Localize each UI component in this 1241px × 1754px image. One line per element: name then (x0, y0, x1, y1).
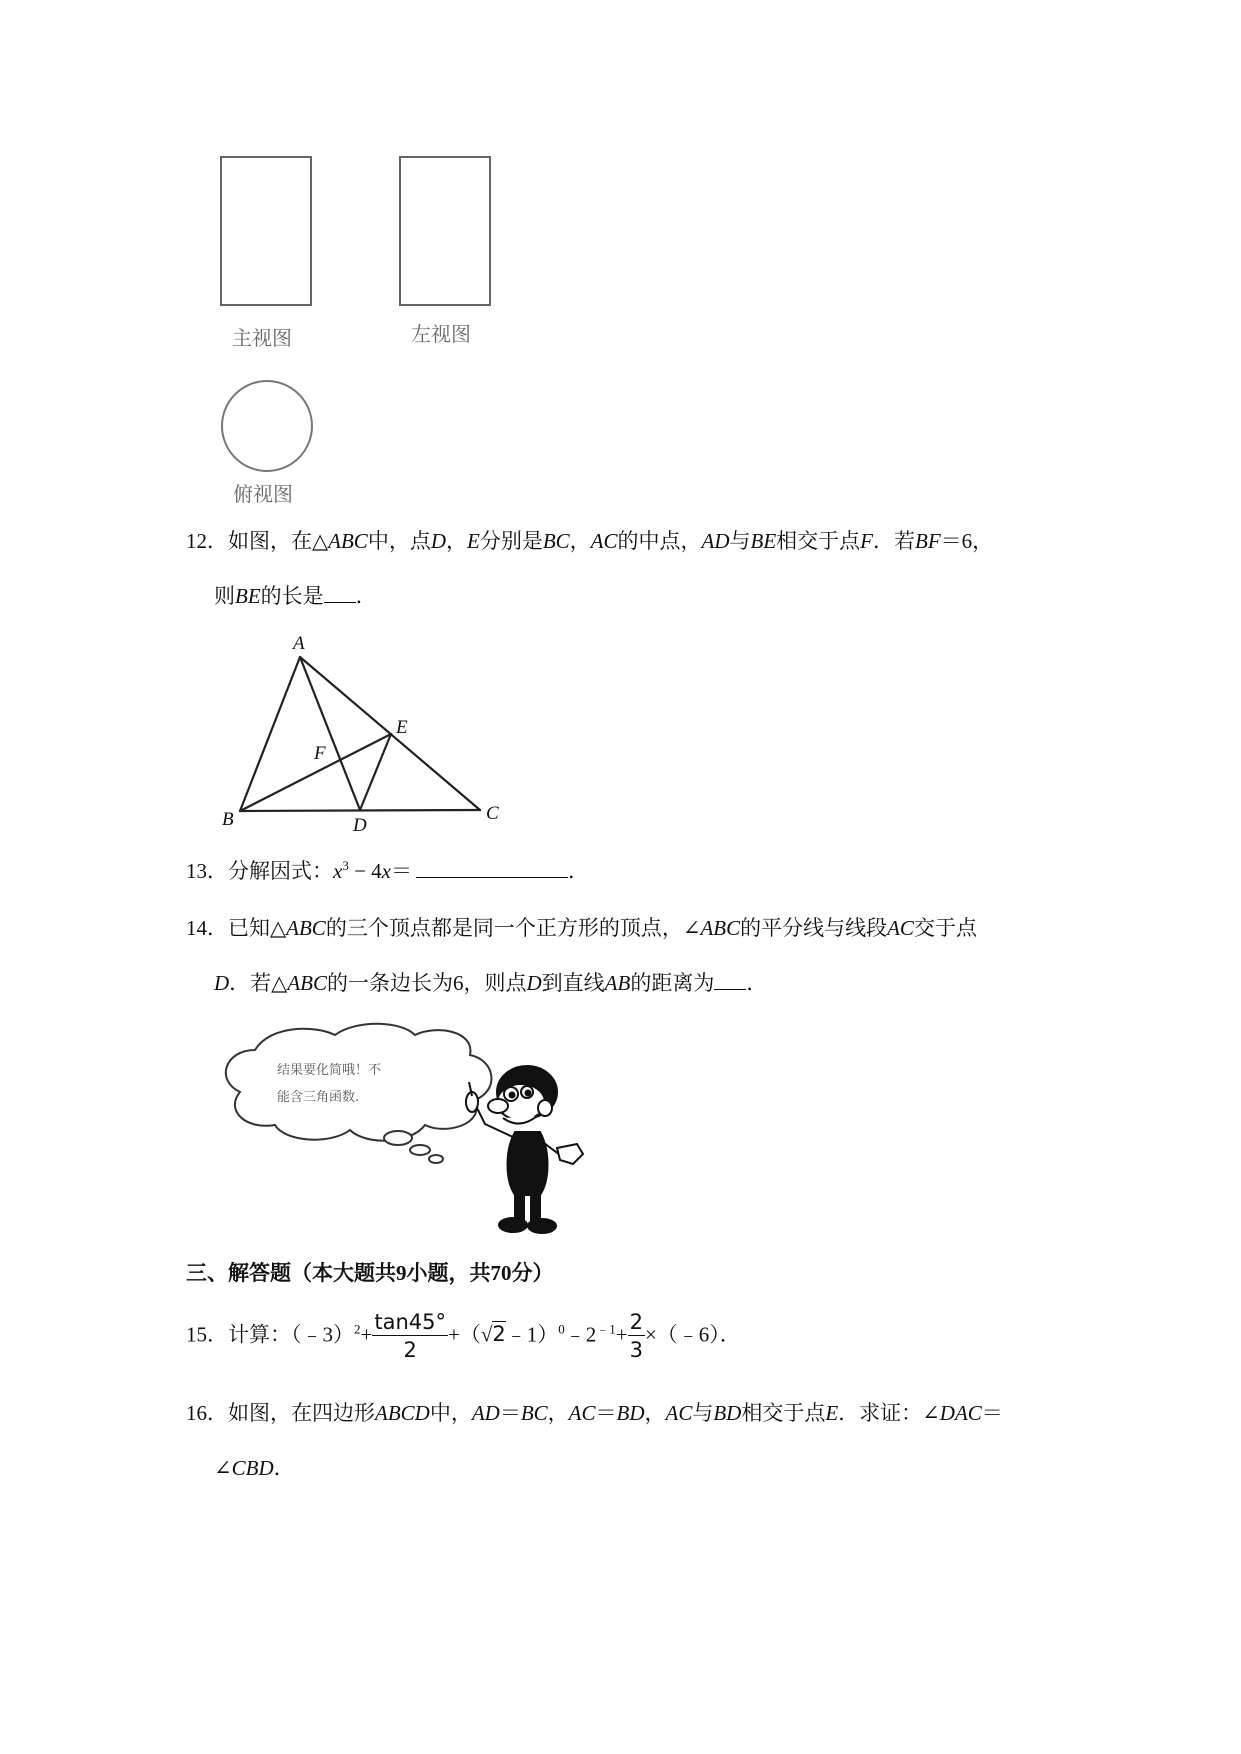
question-12-line2: 则BE的长是 ． (214, 584, 377, 608)
front-view-label: 主视图 (232, 326, 292, 350)
label-E: E (396, 717, 408, 738)
question-12-line1: 12．如图，在△ABC中，点D，E分别是BC，AC的中点，AD与BE相交于点F．若BF＝6， (186, 529, 994, 553)
side-view-label: 左视图 (411, 322, 471, 346)
answer-blank[interactable] (714, 971, 746, 990)
label-D: D (353, 815, 367, 835)
side-view-rectangle (399, 156, 491, 306)
label-C: C (486, 803, 499, 824)
bubble-text-line2: 能含三角函数. (277, 1090, 360, 1105)
label-B: B (222, 809, 234, 830)
answer-blank[interactable] (416, 859, 568, 878)
question-16-line1: 16．如图，在四边形ABCD中，AD＝BC，AC＝BD，AC与BD相交于点E．求证：∠DAC＝ (186, 1401, 1003, 1425)
question-number: 16． (186, 1401, 228, 1425)
question-number: 14． (186, 916, 228, 940)
question-13: 13．分解因式：$x^3 - 4x=$ ． (186, 858, 589, 883)
question-number: 12． (186, 529, 228, 553)
question-15: 15．计算：（﹣3）$^2$+ $\frac{\tan 45^\circ}{2}$ $+(√2﹣1)^0﹣2^{﹣1}+$ $\frac{2}{3}$ ×（﹣6）． (186, 1310, 741, 1362)
cartoon-thought-bubble-figure (215, 1020, 595, 1250)
triangle-abc-figure (210, 625, 530, 835)
question-14-line2: D．若△ABC的一条边长为6，则点D到直线AB的距离为 ． (214, 971, 768, 995)
question-number: 15． (186, 1322, 228, 1347)
label-A: A (293, 633, 305, 654)
question-14-line1: 14．已知△ABC的三个顶点都是同一个正方形的顶点，∠ABC的平分线与线段AC交于点 (186, 916, 977, 940)
question-number: 13． (186, 859, 228, 883)
front-view-rectangle (220, 156, 312, 306)
fraction-2-over-3: $\frac{2}{3}$ (629, 1310, 643, 1362)
fraction-tan45-over-2: $\frac{\tan 45^\circ}{2}$ (374, 1310, 446, 1362)
label-F: F (314, 743, 326, 764)
answer-blank[interactable] (324, 584, 356, 603)
bubble-text-line1: 结果要化简哦！不 (277, 1063, 382, 1078)
top-view-circle (221, 380, 313, 472)
question-16-line2: ∠CBD． (214, 1456, 295, 1480)
top-view-label: 俯视图 (233, 482, 293, 506)
sqrt-symbol: √ (480, 1322, 493, 1347)
section-title: 三、解答题（本大题共9小题，共70分） (186, 1261, 554, 1285)
